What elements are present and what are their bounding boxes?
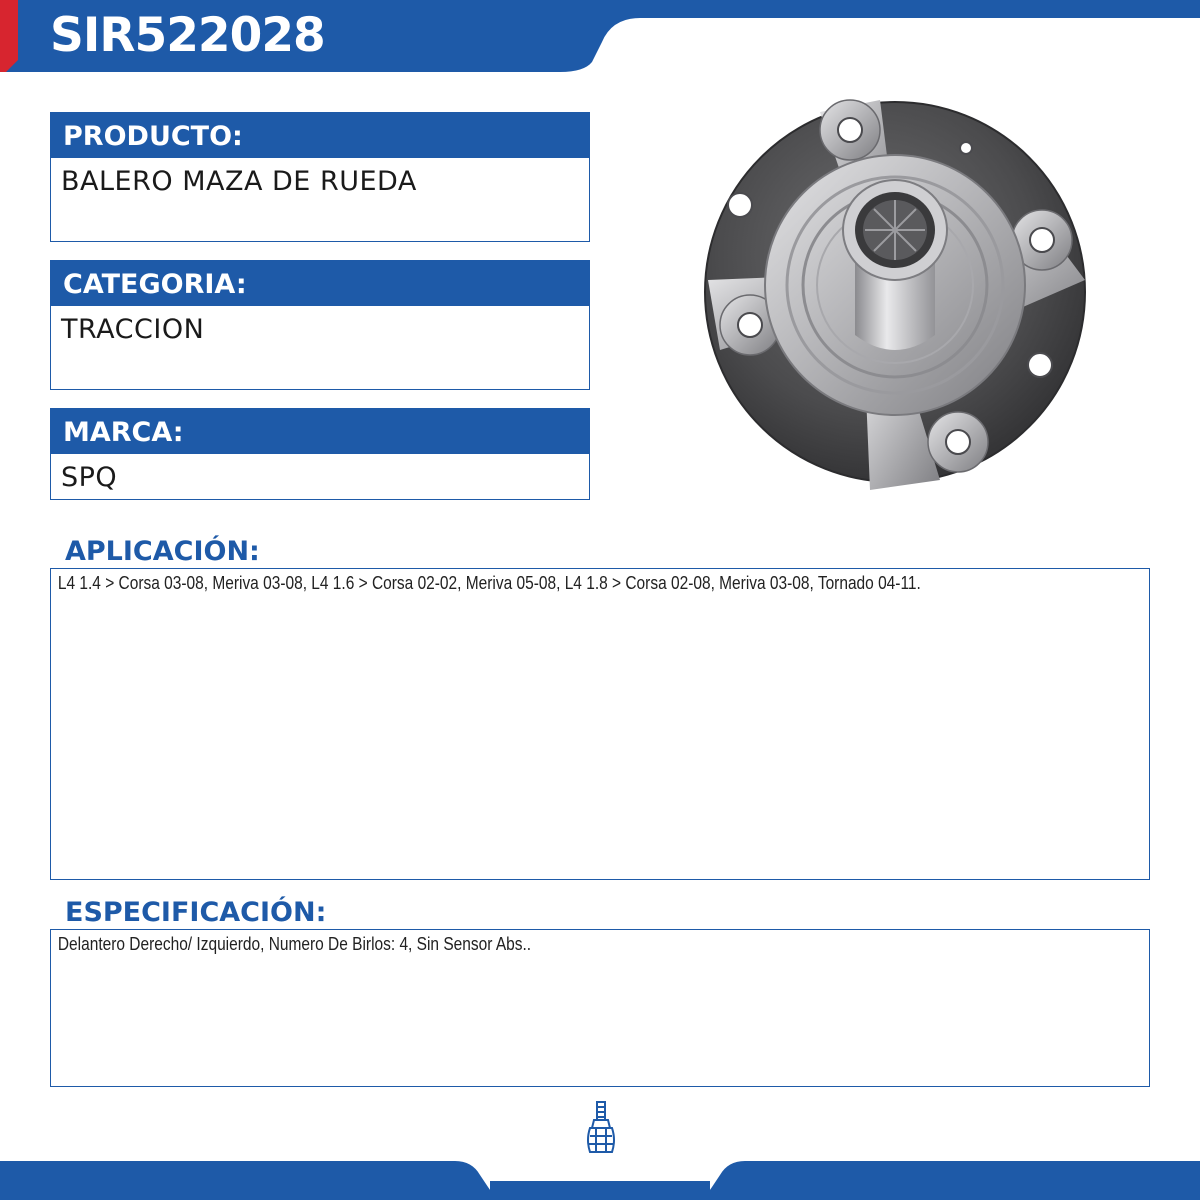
especificacion-box [50,929,1150,1087]
marca-value: SPQ [61,462,118,493]
product-sku: SIR522028 [50,8,325,63]
categoria-box [50,260,590,390]
product-image [690,80,1110,510]
producto-box [50,112,590,242]
producto-value: BALERO MAZA DE RUEDA [61,166,417,197]
aplicacion-box [50,568,1150,880]
aplicacion-title: APLICACIÓN: [65,536,260,567]
aplicacion-text: L4 1.4 > Corsa 03-08, Meriva 03-08, L4 1.6 > Corsa 02-02, Meriva 05-08, L4 1.8 > Corsa 02-08, Meriva 03-08, Tornado 04-11. [57,573,921,593]
accent-stripe [0,0,18,72]
cv-joint-icon [584,1100,618,1160]
especificacion-text: Delantero Derecho/ Izquierdo, Numero De Birlos: 4, Sin Sensor Abs.. [57,934,532,954]
marca-box [50,408,590,500]
producto-label: PRODUCTO: [51,113,589,158]
categoria-value: TRACCION [61,314,205,345]
marca-label: MARCA: [51,409,589,454]
especificacion-title: ESPECIFICACIÓN: [65,897,327,928]
footer-category-label: TRACCIÓN [565,1164,635,1179]
categoria-label: CATEGORIA: [51,261,589,306]
